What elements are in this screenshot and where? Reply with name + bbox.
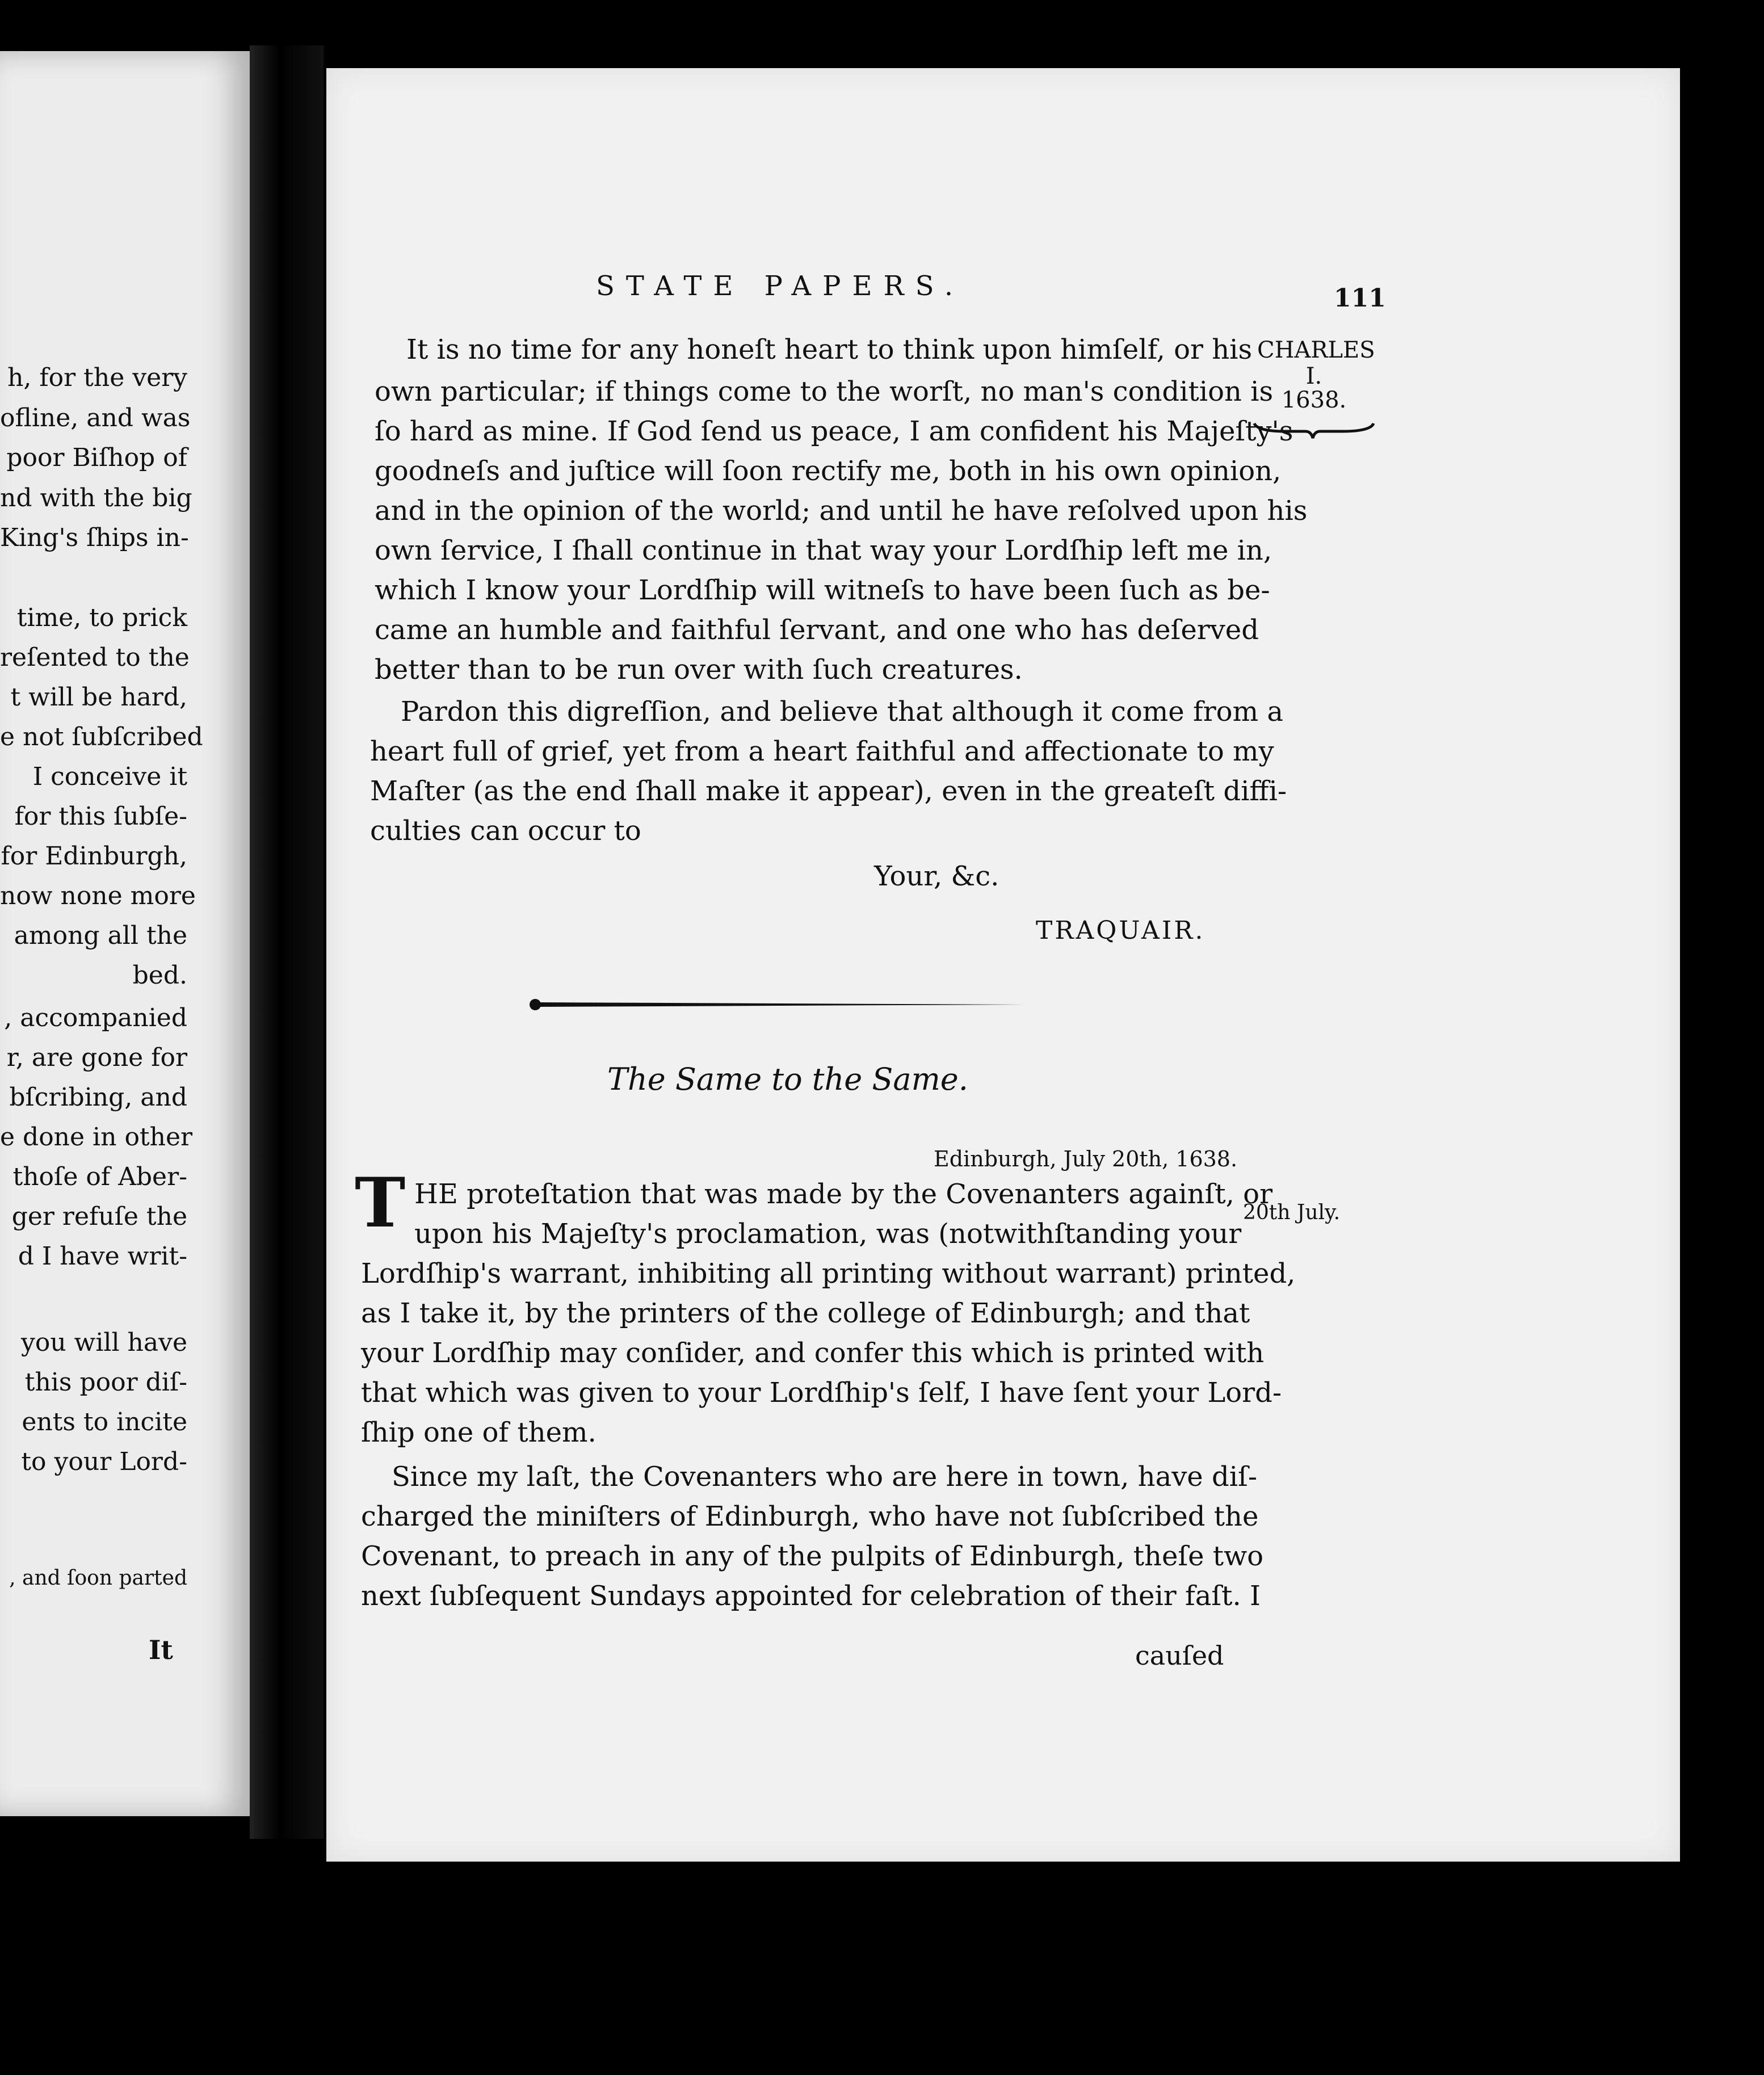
facing-page-line: e done in other — [0, 1123, 193, 1152]
letter-line: and in the opinion of the world; and until he have reſolved upon his — [375, 495, 1308, 527]
facing-page-line: t will be hard, — [10, 683, 187, 712]
facing-page-line: for Edinburgh, — [1, 842, 187, 871]
facing-page-line: e not ſubſcribed — [0, 723, 203, 751]
facing-page-line: among all the — [14, 921, 187, 950]
facing-page-line: bſcribing, and — [9, 1083, 187, 1112]
letter-signoff: Your, &c. — [874, 860, 999, 892]
letter-line: better than to be run over with ſuch creatures. — [375, 654, 1023, 686]
sidenote-reign-year: 1638. — [1281, 387, 1347, 413]
letter-line: your Lordſhip may conſider, and confer this which is printed with — [361, 1337, 1265, 1369]
letter-line: own particular; if things come to the worſt, no man's condition is — [375, 376, 1274, 408]
facing-page-line: you will have — [20, 1328, 187, 1357]
section-divider — [525, 997, 1030, 1014]
letter-line: charged the miniſters of Edinburgh, who have not ſubſcribed the — [361, 1501, 1259, 1532]
letter-line: upon his Majeſty's proclamation, was (notwithſtanding your — [414, 1218, 1242, 1250]
page-number: 111 — [1334, 284, 1386, 313]
facing-page-line: King's ſhips in- — [0, 523, 189, 552]
facing-page-line: now none more — [0, 881, 196, 910]
letter-line: culties can occur to — [370, 815, 641, 847]
facing-page-line: h, for the very — [7, 363, 187, 392]
letter-signature: TRAQUAIR. — [1036, 916, 1206, 945]
facing-page-line: ofline, and was — [0, 404, 191, 432]
facing-page-line: for this ſubſe- — [14, 802, 187, 831]
facing-page-line: nd with the big — [0, 484, 192, 513]
letter-line: Lordſhip's warrant, inhibiting all printing without warrant) printed, — [361, 1258, 1296, 1289]
facing-page-line: time, to prick — [16, 603, 187, 632]
facing-page-line: ents to incite — [22, 1408, 187, 1436]
drop-cap: T — [355, 1163, 406, 1243]
letter-heading: The Same to the Same. — [607, 1061, 968, 1097]
letter-line: Pardon this digreſſion, and believe that although it come from a — [401, 696, 1283, 728]
letter-line: Maſter (as the end ſhall make it appear), even in the greateſt diffi- — [370, 775, 1287, 807]
sidenote-date: 20th July. — [1243, 1201, 1341, 1224]
facing-page-line: poor Biſhop of — [6, 443, 187, 472]
facing-page-line: r, are gone for — [6, 1043, 187, 1072]
book-gutter — [250, 45, 324, 1839]
sidenote-reign-name: CHARLES — [1257, 337, 1375, 363]
sidenote-reign-number: I. — [1305, 363, 1322, 389]
letter-line: next ſubſequent Sundays appointed for celebration of their faſt. I — [361, 1580, 1261, 1612]
catchword: cauſed — [1135, 1640, 1224, 1671]
letter-line: HE proteſtation that was made by the Covenanters againſt, or — [414, 1178, 1273, 1210]
letter-line: that which was given to your Lordſhip's ſelf, I have ſent your Lord- — [361, 1377, 1282, 1409]
letter-line: Covenant, to preach in any of the pulpits of Edinburgh, theſe two — [361, 1540, 1264, 1572]
letter-line: which I know your Lordſhip will witneſs to have been ſuch as be- — [375, 574, 1270, 606]
facing-page-line: this poor diſ- — [24, 1368, 187, 1397]
facing-page-line: , accompanied — [4, 1003, 187, 1032]
facing-page-line: thoſe of Aber- — [12, 1162, 187, 1191]
letter-line: Since my laſt, the Covenanters who are here in town, have diſ- — [392, 1461, 1258, 1493]
letter-dateline: Edinburgh, July 20th, 1638. — [934, 1146, 1238, 1171]
facing-page-footnote: , and ſoon parted — [9, 1566, 187, 1590]
facing-page-line: to your Lord- — [21, 1447, 187, 1476]
letter-line: heart full of grief, yet from a heart faithful and affectionate to my — [370, 736, 1274, 767]
letter-line: as I take it, by the printers of the college of Edinburgh; and that — [361, 1297, 1250, 1329]
letter-line: own ſervice, I ſhall continue in that way your Lordſhip left me in, — [375, 535, 1272, 566]
facing-page-line: d I have writ- — [18, 1242, 187, 1271]
facing-page — [0, 51, 250, 1816]
letter-line: It is no time for any honeſt heart to think upon himſelf, or his — [406, 334, 1253, 366]
facing-page-line: reſented to the — [0, 643, 190, 672]
letter-line: ſo hard as mine. If God ſend us peace, I am confident his Majeſty's — [375, 415, 1293, 447]
facing-page-line: bed. — [132, 961, 187, 990]
running-head: STATE PAPERS. — [596, 270, 965, 302]
facing-page-line: ger refuſe the — [11, 1202, 187, 1231]
letter-line: goodneſs and juſtice will ſoon rectify me, both in his own opinion, — [375, 455, 1282, 487]
facing-page-catchword: It — [149, 1635, 173, 1665]
letter-line: came an humble and faithful ſervant, and one who has deſerved — [375, 614, 1259, 646]
letter-line: ſhip one of them. — [361, 1417, 597, 1448]
facing-page-line: I conceive it — [32, 762, 187, 791]
